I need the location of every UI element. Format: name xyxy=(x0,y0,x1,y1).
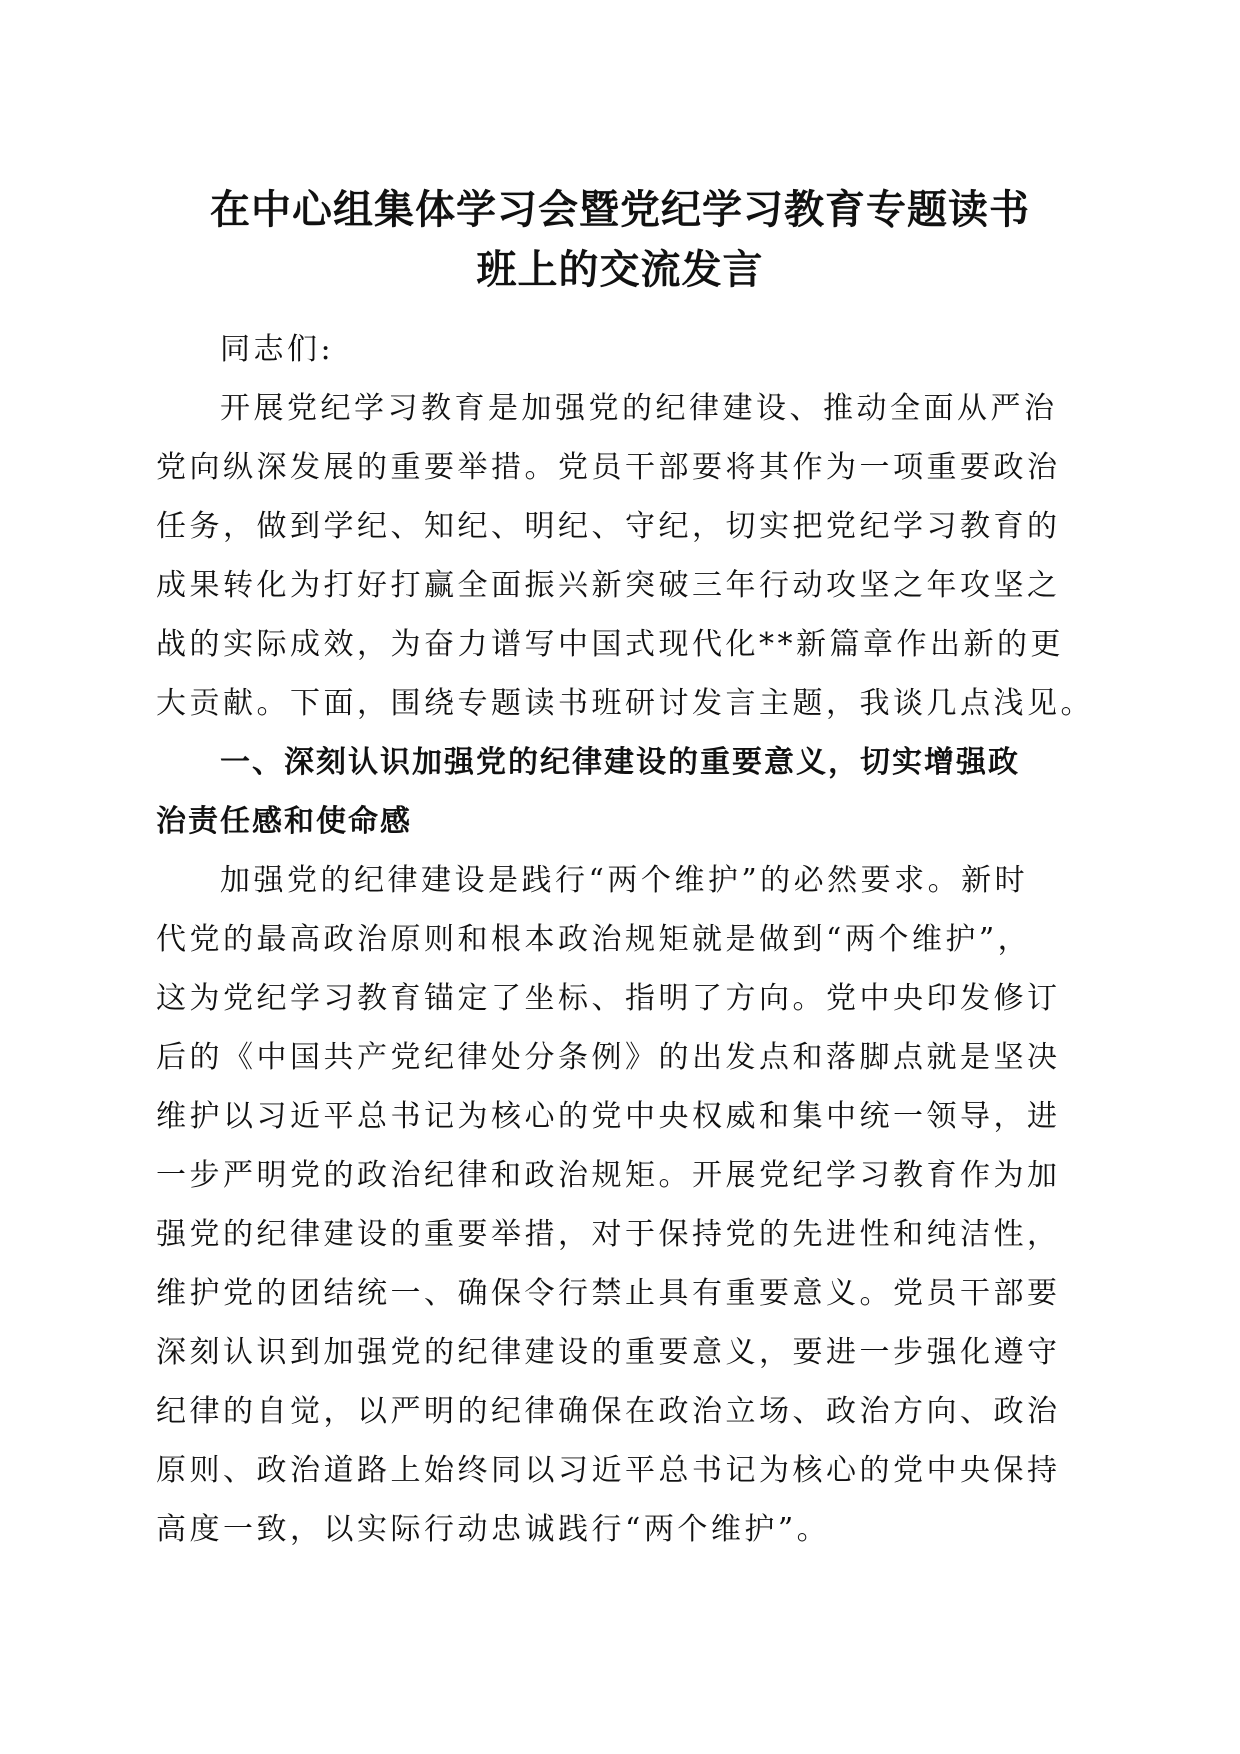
paragraph-line: 纪律的自觉，以严明的纪律确保在政治立场、政治方向、政治 xyxy=(156,1394,1061,1429)
paragraph-line: 维护以习近平总书记为核心的党中央权威和集中统一领导，进 xyxy=(156,1099,1061,1134)
paragraph-line: 原则、政治道路上始终同以习近平总书记为核心的党中央保持 xyxy=(156,1453,1061,1488)
paragraph-line: 开展党纪学习教育是加强党的纪律建设、推动全面从严治 xyxy=(220,391,1058,426)
paragraph-line: 代党的最高政治原则和根本政治规矩就是做到“两个维护”， xyxy=(156,922,1032,957)
title-line-1: 在中心组集体学习会暨党纪学习教育专题读书 xyxy=(210,186,1030,233)
paragraph-line: 大贡献。下面，围绕专题读书班研讨发言主题，我谈几点浅见。 xyxy=(156,686,1094,721)
paragraph-line: 后的《中国共产党纪律处分条例》的出发点和落脚点就是坚决 xyxy=(156,1040,1061,1075)
paragraph-line: 这为党纪学习教育锚定了坐标、指明了方向。党中央印发修订 xyxy=(156,981,1061,1016)
heading-line: 一、深刻认识加强党的纪律建设的重要意义，切实增强政 xyxy=(220,745,1020,780)
title-line-2: 班上的交流发言 xyxy=(476,246,764,293)
salutation: 同志们: xyxy=(220,332,335,367)
paragraph-line: 深刻认识到加强党的纪律建设的重要意义，要进一步强化遵守 xyxy=(156,1335,1061,1370)
paragraph-line: 维护党的团结统一、确保令行禁止具有重要意义。党员干部要 xyxy=(156,1276,1061,1311)
paragraph-line: 高度一致，以实际行动忠诚践行“两个维护”。 xyxy=(156,1512,831,1547)
paragraph-line: 党向纵深发展的重要举措。党员干部要将其作为一项重要政治 xyxy=(156,450,1061,485)
paragraph-line: 任务，做到学纪、知纪、明纪、守纪，切实把党纪学习教育的 xyxy=(156,509,1061,544)
document-title xyxy=(140,180,1100,300)
paragraph-line: 强党的纪律建设的重要举措，对于保持党的先进性和纯洁性， xyxy=(156,1217,1061,1252)
document-body xyxy=(156,320,1094,1559)
paragraph-line: 战的实际成效，为奋力谱写中国式现代化**新篇章作出新的更 xyxy=(156,627,1064,662)
section-heading-1 xyxy=(156,733,1056,851)
paragraph-line: 成果转化为打好打赢全面振兴新突破三年行动攻坚之年攻坚之 xyxy=(156,568,1061,603)
paragraph-line: 加强党的纪律建设是践行“两个维护”的必然要求。新时 xyxy=(220,863,1029,898)
paragraph-line: 一步严明党的政治纪律和政治规矩。开展党纪学习教育作为加 xyxy=(156,1158,1061,1193)
heading-line: 治责任感和使命感 xyxy=(156,804,412,839)
paragraph-2 xyxy=(156,851,1061,1559)
paragraph-1 xyxy=(156,379,1094,733)
